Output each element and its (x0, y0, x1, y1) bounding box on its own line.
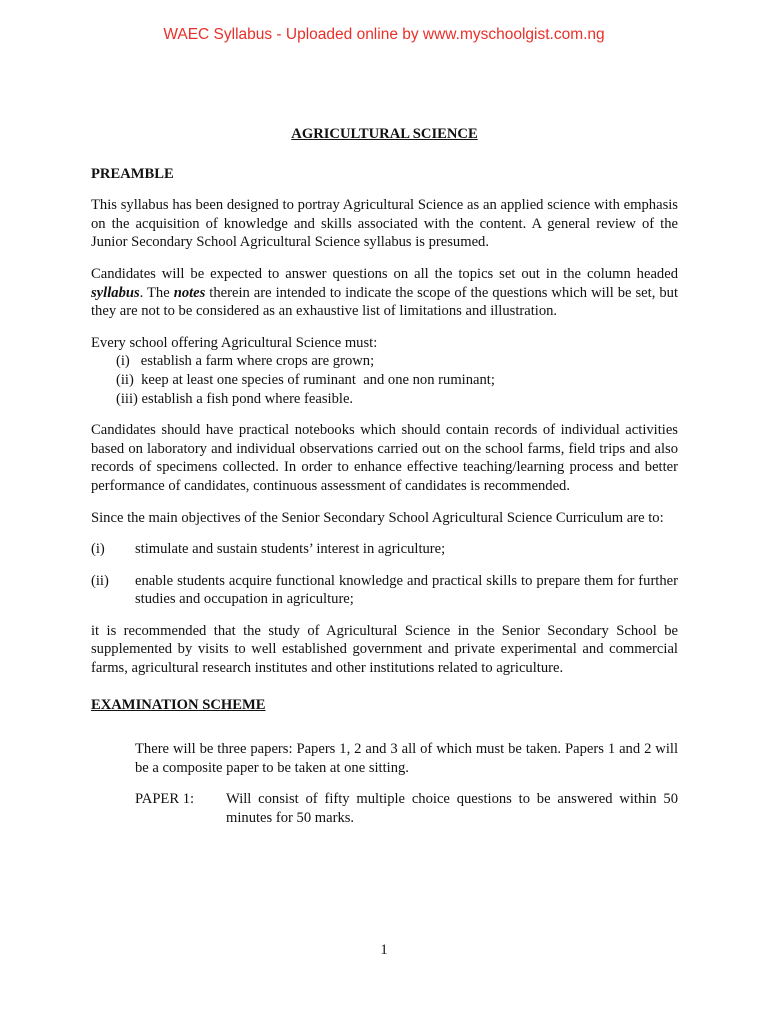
objective-text: stimulate and sustain students’ interest in agriculture; (135, 541, 446, 558)
paper-1-description: Will consist of fifty multiple choice questions to be answered within 50 minutes for 50 marks. (226, 791, 678, 827)
p2-text-a: Candidates will be expected to answer questions on all the topics set out in the column headed (91, 265, 678, 282)
requirement-item: (ii) keep at least one species of ruminant and one non ruminant; (116, 371, 495, 388)
examination-intro: There will be three papers: Papers 1, 2 and 3 all of which must be taken. Papers 1 and 2 will be a composite paper to be taken at one sitting. (135, 741, 678, 776)
objective-item (91, 572, 678, 609)
requirement-item: (i) establish a farm where crops are grown; (116, 353, 375, 370)
preamble-paragraph-5: it is recommended that the study of Agricultural Science in the Senior Secondary School be supplemented by visits to well established government and private experimental and commercial farms, agricultural research institutes and other institutions related to agriculture. (91, 622, 678, 677)
requirements-intro: Every school offering Agricultural Science must: (91, 334, 378, 351)
preamble-paragraph-1: This syllabus has been designed to portray Agricultural Science as an applied science with emphasis on the acquisition of knowledge and skills associated with the content. A general review of the Junior Secondary School Agricultural Science syllabus is presumed. (91, 197, 678, 251)
examination-scheme-heading: EXAMINATION SCHEME (91, 696, 266, 713)
paper-1-item (135, 790, 678, 827)
p2-text-c: therein are intended to indicate the scope of the questions which will be set, but they are not to be considered as an exhaustive list of limitations and illustration. (91, 284, 678, 320)
page-header-watermark: WAEC Syllabus - Uploaded online by www.myschoolgist.com.ng (163, 26, 605, 43)
objective-item (91, 540, 678, 559)
document-body (91, 125, 678, 828)
requirement-item: (iii) establish a fish pond where feasible. (116, 390, 354, 407)
p2-text-b: . The (139, 284, 174, 301)
preamble-heading: PREAMBLE (91, 165, 174, 182)
syllabus-emphasis: syllabus (91, 284, 140, 301)
requirements-list (91, 352, 678, 408)
objective-text: enable students acquire functional knowledge and practical skills to prepare them for further studies and occupation in agriculture; (135, 572, 678, 608)
notes-emphasis: notes (173, 284, 206, 301)
paper-1-label: PAPER 1: (135, 791, 195, 808)
objective-number: (i) (91, 541, 105, 558)
objective-number: (ii) (91, 572, 109, 589)
document-title: AGRICULTURAL SCIENCE (291, 126, 478, 142)
preamble-paragraph-4: Since the main objectives of the Senior Secondary School Agricultural Science Curriculum are to: (91, 509, 664, 526)
preamble-paragraph-2 (91, 265, 678, 321)
page-number: 1 (380, 942, 388, 958)
preamble-paragraph-3: Candidates should have practical notebooks which should contain records of individual activities based on laboratory and individual observations carried out on the school farms, field trips and also records of specimens collected. In order to enhance effective teaching/learning process and better performance of candidates, continuous assessment of candidates is recommended. (91, 422, 678, 494)
